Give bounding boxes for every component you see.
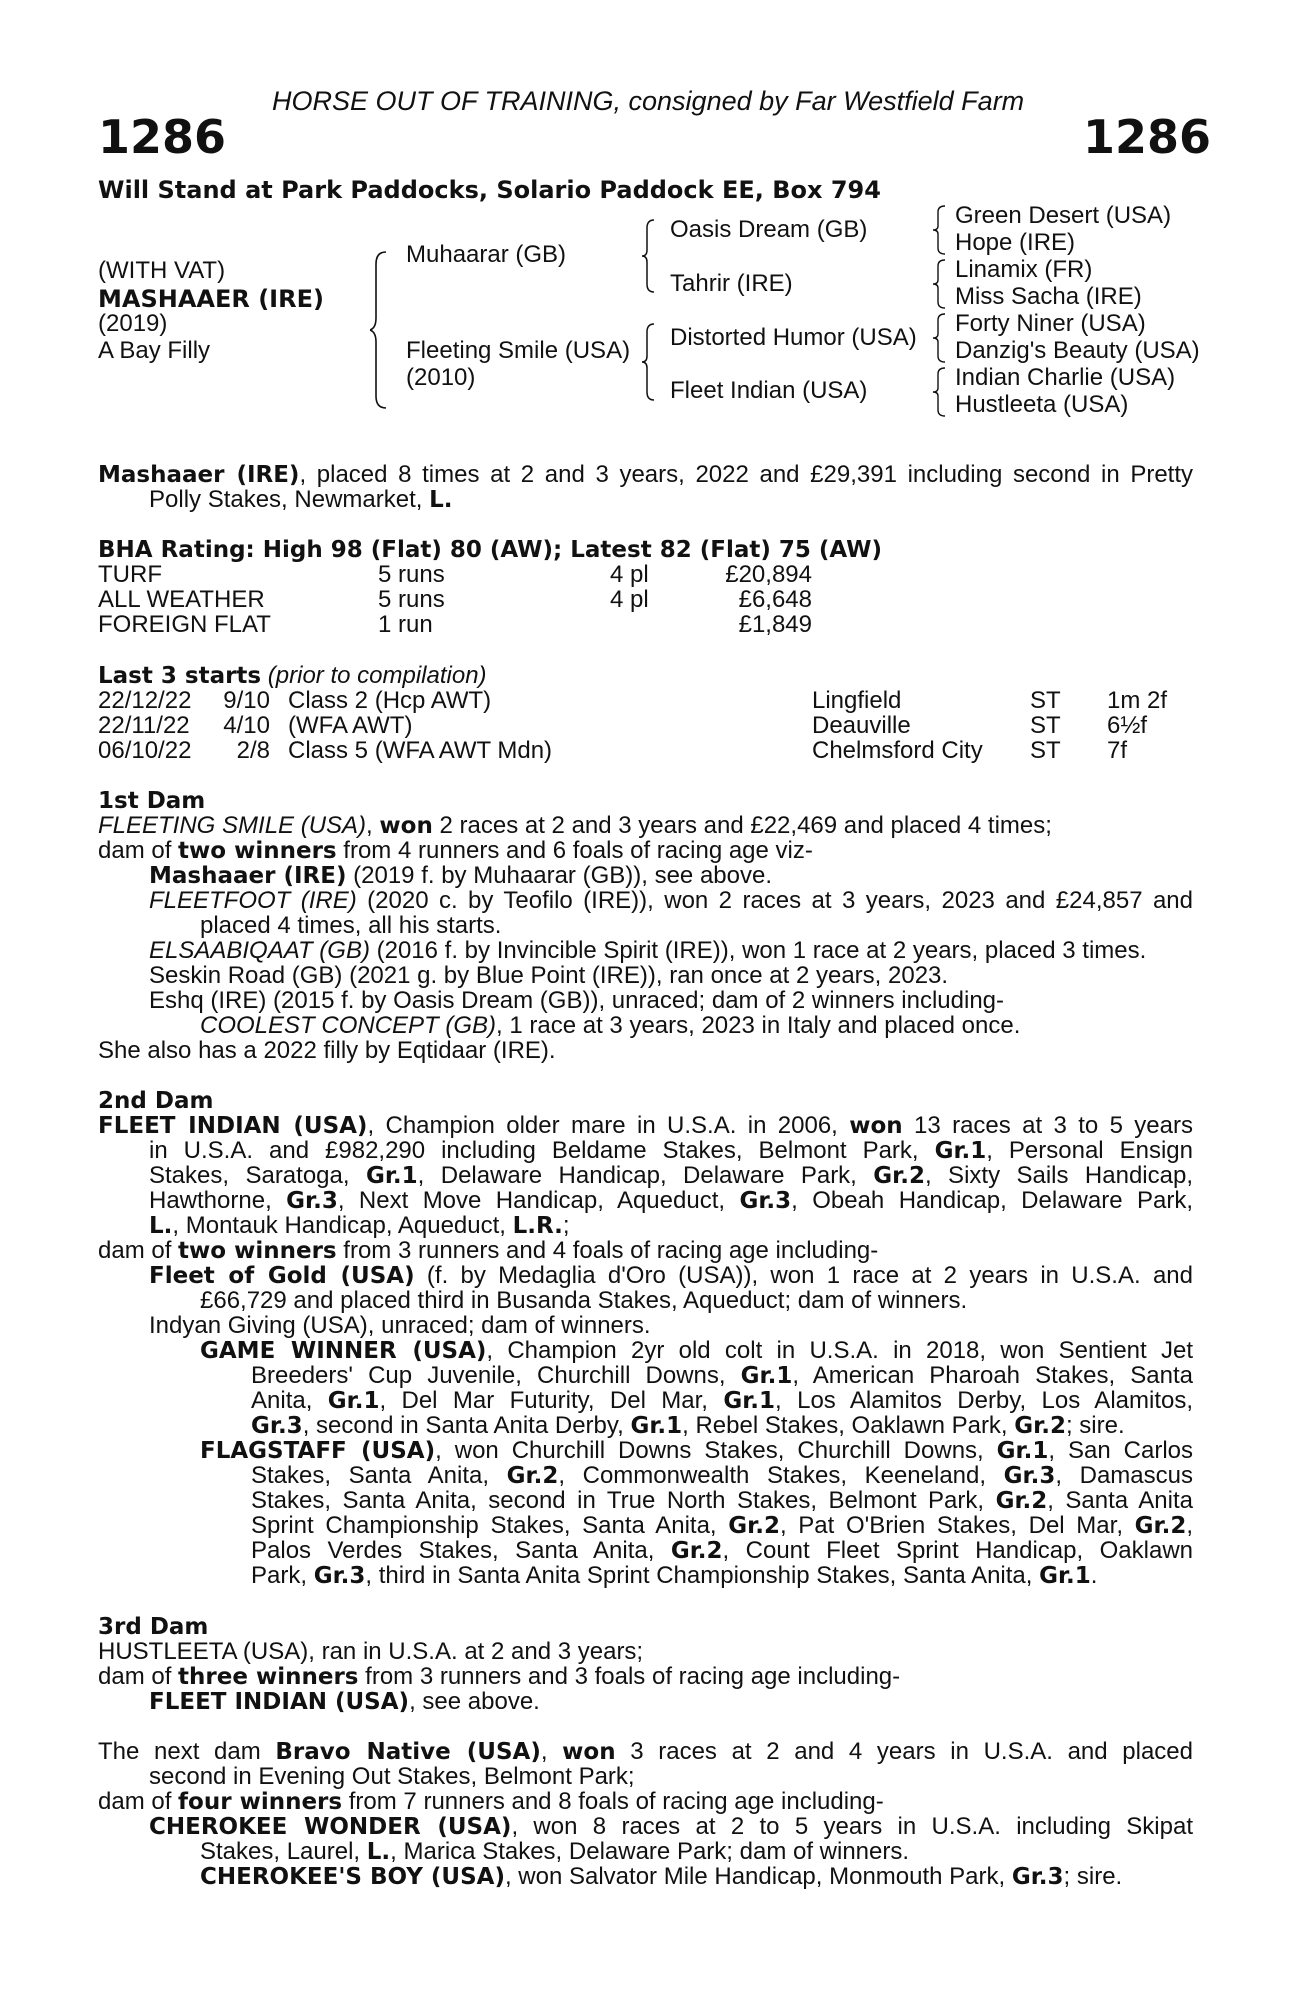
consignment-line: HORSE OUT OF TRAINING, consigned by Far Westfield Farm — [272, 86, 1025, 116]
dam-sire: Distorted Humor (USA) — [670, 324, 917, 351]
bha-placed: 4 pl — [610, 586, 649, 613]
gg-dds: Indian Charlie (USA) — [955, 364, 1176, 391]
start-course: Lingfield — [812, 687, 902, 714]
gg-dss: Forty Niner (USA) — [955, 310, 1146, 337]
sire-sire: Oasis Dream (GB) — [670, 216, 868, 243]
gg-ddd: Hustleeta (USA) — [955, 391, 1129, 418]
second-dam-heading: 2nd Dam — [98, 1088, 214, 1114]
vat-label: (WITH VAT) — [98, 257, 226, 284]
dam: Fleeting Smile (USA) — [406, 337, 631, 364]
start-race: Class 2 (Hcp AWT) — [288, 687, 492, 714]
stand-location: Will Stand at Park Paddocks, Solario Paddock EE, Box 794 — [98, 176, 881, 204]
start-race: Class 5 (WFA AWT Mdn) — [288, 737, 553, 764]
last3-heading: Last 3 starts (prior to compilation) — [98, 662, 487, 689]
bha-amount: £6,648 — [738, 586, 812, 613]
brace-dam — [642, 322, 656, 402]
start-race: (WFA AWT) — [288, 712, 413, 739]
brace-ss — [933, 204, 947, 256]
start-position: 2/8 — [236, 737, 270, 764]
start-date: 06/10/22 — [98, 737, 192, 764]
bha-runs: 1 run — [378, 611, 433, 638]
bha-runs: 5 runs — [378, 561, 445, 588]
horse-description: A Bay Filly — [98, 337, 211, 364]
start-course: Chelmsford City — [812, 737, 983, 764]
summary-line-1: Mashaaer (IRE), placed 8 times at 2 and 3 years, 2022 and £29,391 including second in Pretty — [98, 461, 1193, 488]
start-position: 4/10 — [223, 712, 270, 739]
start-date: 22/12/22 — [98, 687, 192, 714]
dam-dam: Fleet Indian (USA) — [670, 377, 868, 404]
start-distance: 6½f — [1107, 712, 1148, 739]
start-going: ST — [1030, 687, 1061, 714]
gg-sdd: Miss Sacha (IRE) — [955, 283, 1142, 310]
lot-number-right: 1286 — [1083, 110, 1212, 164]
sire-dam: Tahrir (IRE) — [670, 270, 793, 297]
brace-dd — [933, 366, 947, 418]
summary-line-2: Polly Stakes, Newmarket, L. — [149, 486, 453, 513]
horse-name: MASHAAER (IRE) — [98, 285, 324, 313]
gg-sss: Green Desert (USA) — [955, 202, 1172, 229]
gg-ssd: Hope (IRE) — [955, 229, 1076, 256]
start-distance: 1m 2f — [1107, 687, 1168, 714]
bha-placed: 4 pl — [610, 561, 649, 588]
brace-main — [370, 250, 390, 410]
bha-amount: £1,849 — [738, 611, 812, 638]
brace-sd — [933, 258, 947, 310]
bha-surface: TURF — [98, 561, 162, 588]
bha-amount: £20,894 — [725, 561, 812, 588]
bha-surface: ALL WEATHER — [98, 586, 265, 613]
start-going: ST — [1030, 712, 1061, 739]
first-dam-heading: 1st Dam — [98, 788, 206, 814]
summary-horse-name: Mashaaer (IRE) — [98, 462, 300, 488]
gg-sds: Linamix (FR) — [955, 256, 1093, 283]
start-course: Deauville — [812, 712, 911, 739]
start-distance: 7f — [1107, 737, 1128, 764]
brace-sire — [642, 218, 656, 294]
brace-ds — [933, 312, 947, 364]
dam-year: (2010) — [406, 364, 476, 391]
start-going: ST — [1030, 737, 1061, 764]
gg-dsd: Danzig's Beauty (USA) — [955, 337, 1200, 364]
bha-surface: FOREIGN FLAT — [98, 611, 271, 638]
bha-runs: 5 runs — [378, 586, 445, 613]
start-date: 22/11/22 — [98, 712, 190, 739]
horse-year: (2019) — [98, 310, 168, 337]
lot-number-left: 1286 — [98, 110, 227, 164]
start-position: 9/10 — [223, 687, 270, 714]
sire: Muhaarar (GB) — [406, 241, 567, 268]
bha-rating-title: BHA Rating: High 98 (Flat) 80 (AW); Latest 82 (Flat) 75 (AW) — [98, 537, 883, 563]
third-dam-heading: 3rd Dam — [98, 1614, 209, 1640]
